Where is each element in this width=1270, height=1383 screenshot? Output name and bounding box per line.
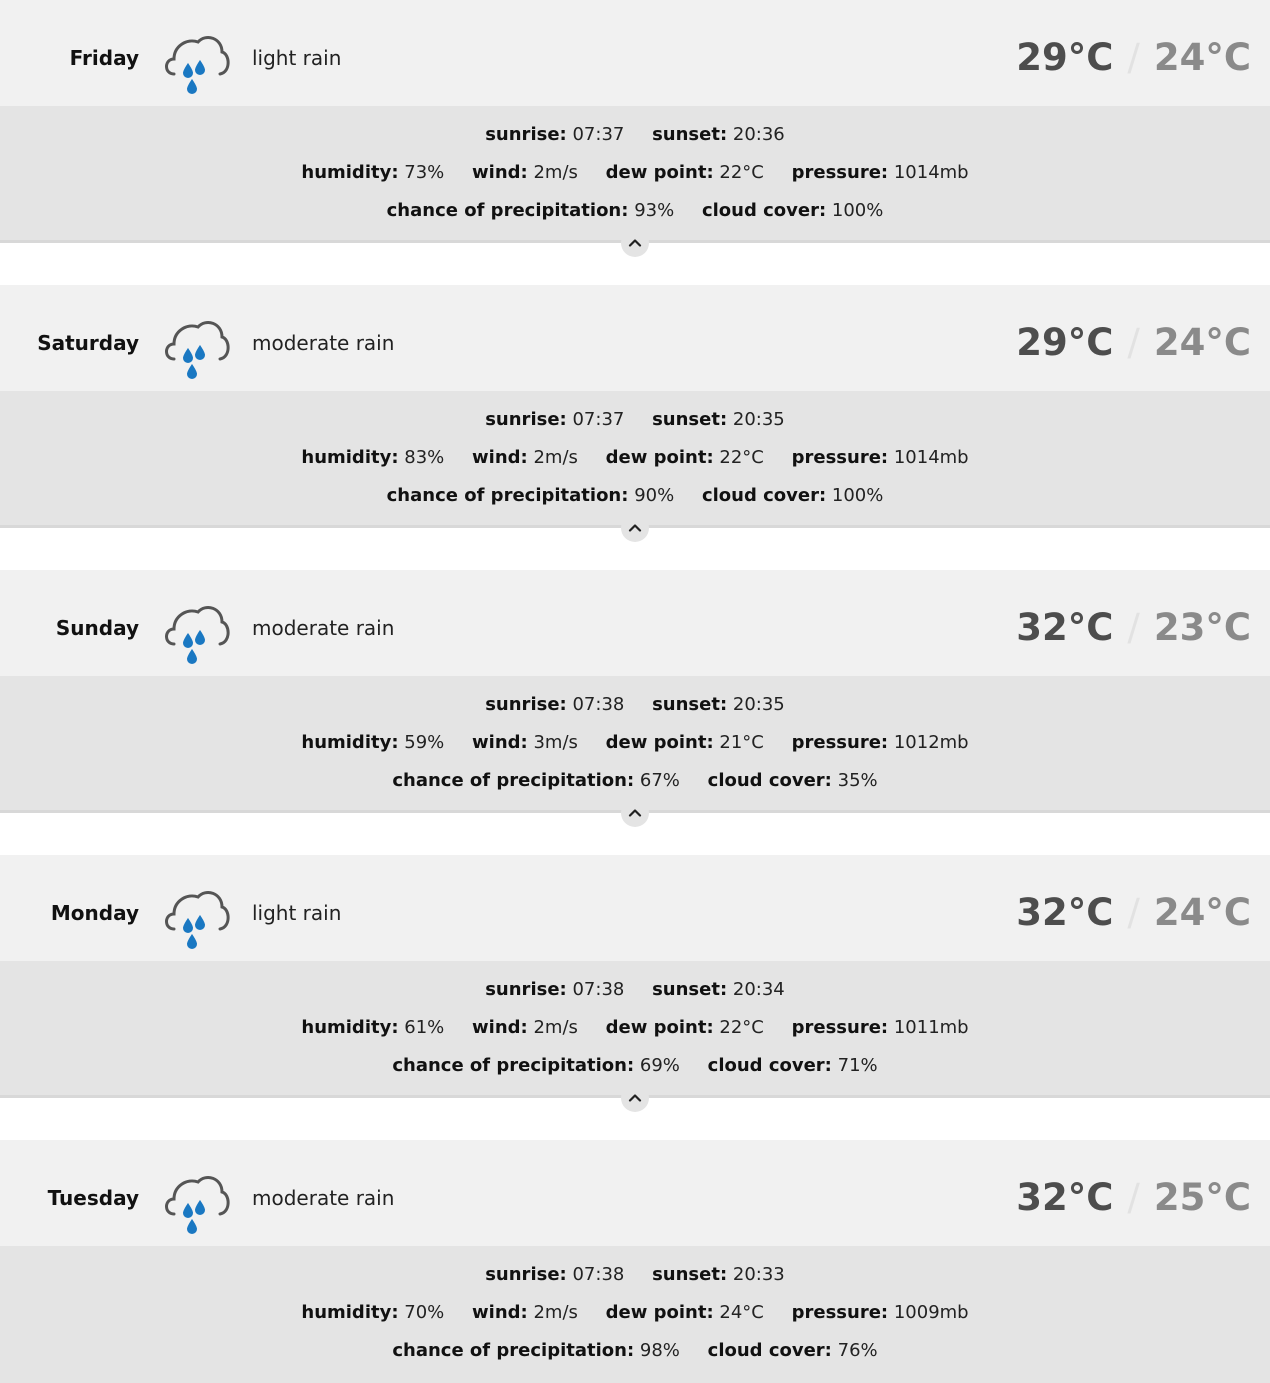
dew-point-value: 22°C [719,162,764,183]
sunrise-label: sunrise: [485,1264,567,1285]
pressure [792,1016,969,1040]
day-details [0,676,1270,813]
precip-value: 90% [634,485,675,506]
humidity-value: 73% [404,162,445,183]
pressure-label: pressure: [791,732,889,753]
wind [472,731,578,755]
details-row-precip [0,199,1270,223]
high-temp: 32°C [1016,1176,1114,1219]
precip-label: chance of precipitation: [386,485,629,506]
details-row-conditions [0,1016,1270,1040]
day-header[interactable] [0,855,1270,961]
condition-text: moderate rain [252,616,395,640]
pressure-label: pressure: [791,162,889,183]
sunset-label: sunset: [652,694,728,715]
sunset-value: 20:35 [732,694,785,715]
cloud-label: cloud cover: [701,200,827,221]
low-temp: 24°C [1153,321,1251,364]
precip-value: 93% [634,200,675,221]
precip-label: chance of precipitation: [392,770,635,791]
cloud-cover [708,769,878,793]
details-row-precip [0,769,1270,793]
precipitation-chance [392,1339,680,1363]
collapse-details-button[interactable] [621,514,649,542]
humidity-label: humidity: [301,1017,399,1038]
sunrise-value: 07:38 [572,694,625,715]
details-row-precip [0,1339,1270,1363]
sunrise-label: sunrise: [485,409,567,430]
cloud-label: cloud cover: [707,1340,832,1361]
humidity [301,161,444,185]
dew-point [606,1301,764,1325]
cloud-label: cloud cover: [707,1055,832,1076]
wind [472,161,578,185]
precipitation-chance [387,484,675,508]
humidity [301,1301,444,1325]
wind-label: wind: [472,732,528,753]
low-temp: 24°C [1153,36,1251,79]
precipitation-chance [392,769,680,793]
day-name: Sunday [55,616,139,640]
day-name: Friday [69,46,139,70]
sunset [652,408,785,432]
temp-separator: / [1127,321,1140,364]
precip-label: chance of precipitation: [386,200,629,221]
cloud-value: 100% [831,485,884,506]
humidity-label: humidity: [301,447,399,468]
sunrise-value: 07:37 [572,124,625,145]
sunset-value: 20:33 [732,1264,785,1285]
wind-label: wind: [472,1017,528,1038]
precip-value: 67% [639,770,680,791]
dew-point [606,446,764,470]
day-details [0,1246,1270,1383]
collapse-details-button[interactable] [621,799,649,827]
sunset-label: sunset: [652,979,728,1000]
wind [472,446,578,470]
cloud-value: 35% [837,770,878,791]
chevron-up-icon [627,1090,643,1106]
low-temp: 25°C [1153,1176,1251,1219]
sunrise-value: 07:37 [572,409,625,430]
humidity-value: 70% [404,1302,445,1323]
wind-value: 2m/s [533,1302,578,1323]
cloud-value: 76% [837,1340,878,1361]
temperature-range [1016,606,1251,650]
cloud-value: 71% [837,1055,878,1076]
details-row-sun [0,123,1270,147]
pressure-value: 1012mb [893,732,969,753]
day-header[interactable] [0,285,1270,391]
condition-text: light rain [252,901,342,925]
day-details [0,961,1270,1098]
sunset-label: sunset: [652,124,728,145]
pressure [792,446,969,470]
sunrise-label: sunrise: [485,124,567,145]
temperature-range [1016,1176,1251,1220]
pressure-value: 1014mb [893,162,969,183]
pressure [792,1301,969,1325]
temperature-range [1016,36,1251,80]
dew-point [606,731,764,755]
sunrise [485,978,624,1002]
precip-value: 98% [639,1340,680,1361]
sunset [652,123,785,147]
pressure-label: pressure: [791,1017,889,1038]
pressure-value: 1014mb [893,447,969,468]
rain-cloud-icon [160,28,232,100]
sunset [652,1263,785,1287]
dew-point-value: 21°C [719,732,764,753]
humidity-value: 59% [404,732,445,753]
precip-label: chance of precipitation: [392,1340,635,1361]
dew-point-value: 24°C [719,1302,764,1323]
chevron-up-icon [627,235,643,251]
temp-separator: / [1127,606,1140,649]
day-header[interactable] [0,0,1270,106]
humidity-label: humidity: [301,732,399,753]
wind-value: 2m/s [533,1017,578,1038]
wind-label: wind: [472,162,528,183]
humidity-value: 61% [404,1017,445,1038]
day-name: Saturday [37,331,139,355]
temp-separator: / [1127,1176,1140,1219]
condition-text: moderate rain [252,331,395,355]
pressure-value: 1011mb [893,1017,969,1038]
details-row-conditions [0,161,1270,185]
sunset [652,978,785,1002]
wind-value: 2m/s [533,447,578,468]
collapse-details-button[interactable] [621,1084,649,1112]
dew-point-value: 22°C [719,447,764,468]
day-name: Tuesday [47,1186,139,1210]
high-temp: 29°C [1016,36,1114,79]
collapse-details-button[interactable] [621,229,649,257]
wind [472,1301,578,1325]
temperature-range [1016,891,1251,935]
day-name: Monday [50,901,139,925]
details-row-sun [0,693,1270,717]
precip-value: 69% [639,1055,680,1076]
humidity-label: humidity: [301,1302,399,1323]
humidity-value: 83% [404,447,445,468]
sunset [652,693,785,717]
details-row-conditions [0,731,1270,755]
details-row-precip [0,484,1270,508]
precipitation-chance [392,1054,680,1078]
wind-value: 3m/s [533,732,578,753]
high-temp: 32°C [1016,891,1114,934]
details-row-conditions [0,1301,1270,1325]
wind-value: 2m/s [533,162,578,183]
cloud-value: 100% [831,200,884,221]
rain-cloud-icon [160,883,232,955]
humidity [301,446,444,470]
sunset-value: 20:35 [732,409,785,430]
sunrise [485,693,624,717]
details-row-precip [0,1054,1270,1078]
dew-point-label: dew point: [605,1302,714,1323]
humidity-label: humidity: [301,162,399,183]
condition-text: light rain [252,46,342,70]
rain-cloud-icon [160,1168,232,1240]
dew-point-value: 22°C [719,1017,764,1038]
sunset-label: sunset: [652,409,728,430]
sunrise [485,408,624,432]
pressure [792,161,969,185]
wind-label: wind: [472,447,528,468]
high-temp: 29°C [1016,321,1114,364]
temp-separator: / [1127,36,1140,79]
chevron-up-icon [627,805,643,821]
dew-point-label: dew point: [605,162,714,183]
sunrise-value: 07:38 [572,1264,625,1285]
dew-point-label: dew point: [605,447,714,468]
wind [472,1016,578,1040]
temperature-range [1016,321,1251,365]
details-row-sun [0,408,1270,432]
dew-point [606,161,764,185]
cloud-cover [702,484,883,508]
sunrise-value: 07:38 [572,979,625,1000]
sunrise [485,123,624,147]
chevron-up-icon [627,520,643,536]
pressure-value: 1009mb [893,1302,969,1323]
day-details [0,391,1270,528]
rain-cloud-icon [160,598,232,670]
humidity [301,1016,444,1040]
low-temp: 23°C [1153,606,1251,649]
pressure-label: pressure: [791,447,889,468]
details-row-sun [0,978,1270,1002]
details-row-conditions [0,446,1270,470]
sunset-value: 20:36 [732,124,785,145]
day-header[interactable] [0,1140,1270,1246]
sunrise-label: sunrise: [485,979,567,1000]
cloud-cover [708,1054,878,1078]
dew-point-label: dew point: [605,1017,714,1038]
cloud-cover [702,199,883,223]
low-temp: 24°C [1153,891,1251,934]
day-header[interactable] [0,570,1270,676]
sunset-label: sunset: [652,1264,728,1285]
condition-text: moderate rain [252,1186,395,1210]
precipitation-chance [387,199,675,223]
sunset-value: 20:34 [732,979,785,1000]
humidity [301,731,444,755]
wind-label: wind: [472,1302,528,1323]
cloud-label: cloud cover: [701,485,827,506]
details-row-sun [0,1263,1270,1287]
pressure-label: pressure: [791,1302,889,1323]
rain-cloud-icon [160,313,232,385]
precip-label: chance of precipitation: [392,1055,635,1076]
day-details [0,106,1270,243]
pressure [792,731,969,755]
sunrise [485,1263,624,1287]
temp-separator: / [1127,891,1140,934]
sunrise-label: sunrise: [485,694,567,715]
dew-point-label: dew point: [605,732,714,753]
dew-point [606,1016,764,1040]
high-temp: 32°C [1016,606,1114,649]
cloud-label: cloud cover: [707,770,832,791]
cloud-cover [708,1339,878,1363]
